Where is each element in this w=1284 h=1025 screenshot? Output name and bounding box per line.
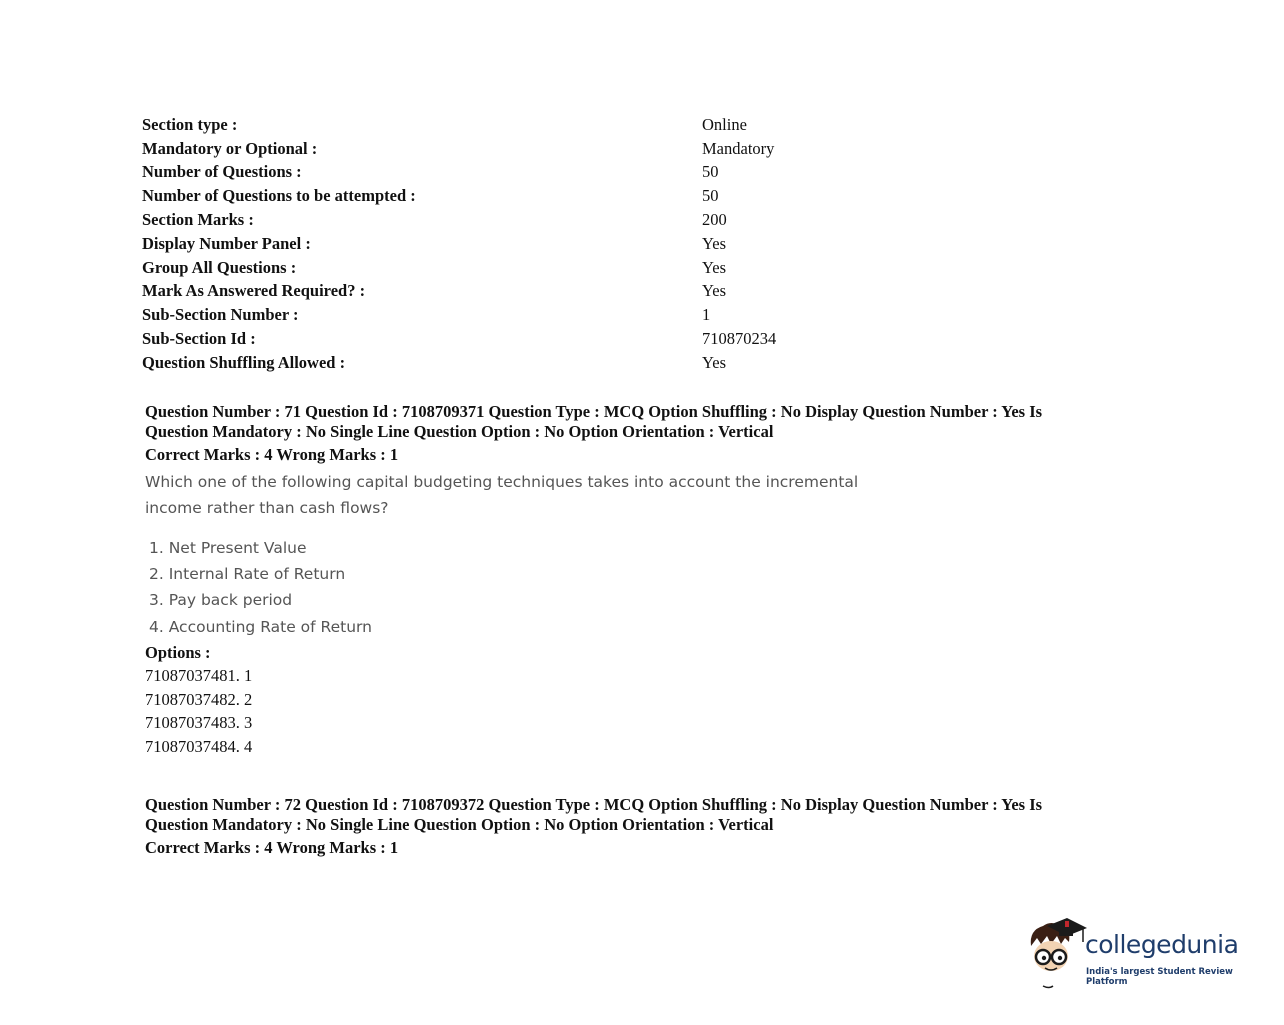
section-info-label: Section Marks : [142,210,254,230]
section-info-label: Section type : [142,114,238,134]
question-choices [145,535,1145,640]
section-info-value: Mandatory [702,138,775,158]
question-header-line2: Question Mandatory : No Single Line Question Option : No Option Orientation : Vertical [145,422,774,441]
section-info-row [142,280,1042,304]
logo-name: collegedunia [1085,930,1239,959]
options-label: Options : [145,642,211,662]
section-info-label: Sub-Section Number : [142,305,299,325]
choice-item: 2. Internal Rate of Return [149,565,346,584]
section-info-value: 50 [702,186,719,206]
section-info-value: 50 [702,162,719,182]
section-info-value: Yes [702,352,727,372]
question-header [145,402,1145,442]
option-id: 71087037484. 4 [145,737,253,757]
question-text-line2: income rather than cash flows? [145,499,389,517]
section-info-row [142,256,1042,280]
choice-item: 1. Net Present Value [149,539,307,557]
section-info-row [142,232,1042,256]
option-id: 71087037482. 2 [145,689,253,709]
section-info-label: Group All Questions : [142,257,297,277]
mascot-icon [1025,916,1087,990]
section-info-label: Number of Questions : [142,162,302,182]
question-71 [145,402,1145,759]
section-info-label: Mandatory or Optional : [142,138,318,158]
question-marks: Correct Marks : 4 Wrong Marks : 1 [145,838,399,857]
section-info-label: Sub-Section Id : [142,329,256,349]
section-info-row [142,161,1042,185]
section-info-label: Display Number Panel : [142,233,311,253]
section-info-label: Number of Questions to be attempted : [142,186,416,206]
choice-item: 3. Pay back period [149,591,293,610]
choice-item: 4. Accounting Rate of Return [149,617,372,636]
option-id: 71087037483. 3 [145,713,253,733]
question-header-line1: Question Number : 72 Question Id : 7108709372 Question Type : MCQ Option Shuffling : No Display Question Number : Yes Is [145,795,1043,814]
option-id-list [145,664,1145,759]
question-header [145,795,1145,835]
section-info-label: Question Shuffling Allowed : [142,352,346,372]
section-info-label: Mark As Answered Required? : [142,281,366,301]
section-info-row [142,327,1042,351]
section-info-value: Online [702,114,747,134]
question-text [145,469,865,521]
question-72 [145,795,1145,858]
section-info-row [142,184,1042,208]
section-info-table [142,113,1042,375]
section-info-row [142,351,1042,375]
section-info-row [142,137,1042,161]
section-info-row [142,303,1042,327]
option-id: 71087037481. 1 [145,665,253,685]
question-marks: Correct Marks : 4 Wrong Marks : 1 [145,445,399,464]
collegedunia-logo [1025,916,1265,990]
section-info-value: 710870234 [702,329,777,349]
section-info-value: Yes [702,257,727,277]
section-info-value: 200 [702,210,727,230]
section-info-row [142,113,1042,137]
question-text-line1: Which one of the following capital budgeting techniques takes into account the incremental [145,473,859,491]
question-header-line2: Question Mandatory : No Single Line Question Option : No Option Orientation : Vertical [145,815,774,834]
section-info-value: Yes [702,281,727,301]
question-header-line1: Question Number : 71 Question Id : 7108709371 Question Type : MCQ Option Shuffling : No Display Question Number : Yes Is [145,402,1043,421]
section-info-row [142,208,1042,232]
section-info-value: Yes [702,233,727,253]
logo-tagline: India's largest Student Review Platform [1086,967,1233,987]
section-info-value: 1 [702,305,711,325]
